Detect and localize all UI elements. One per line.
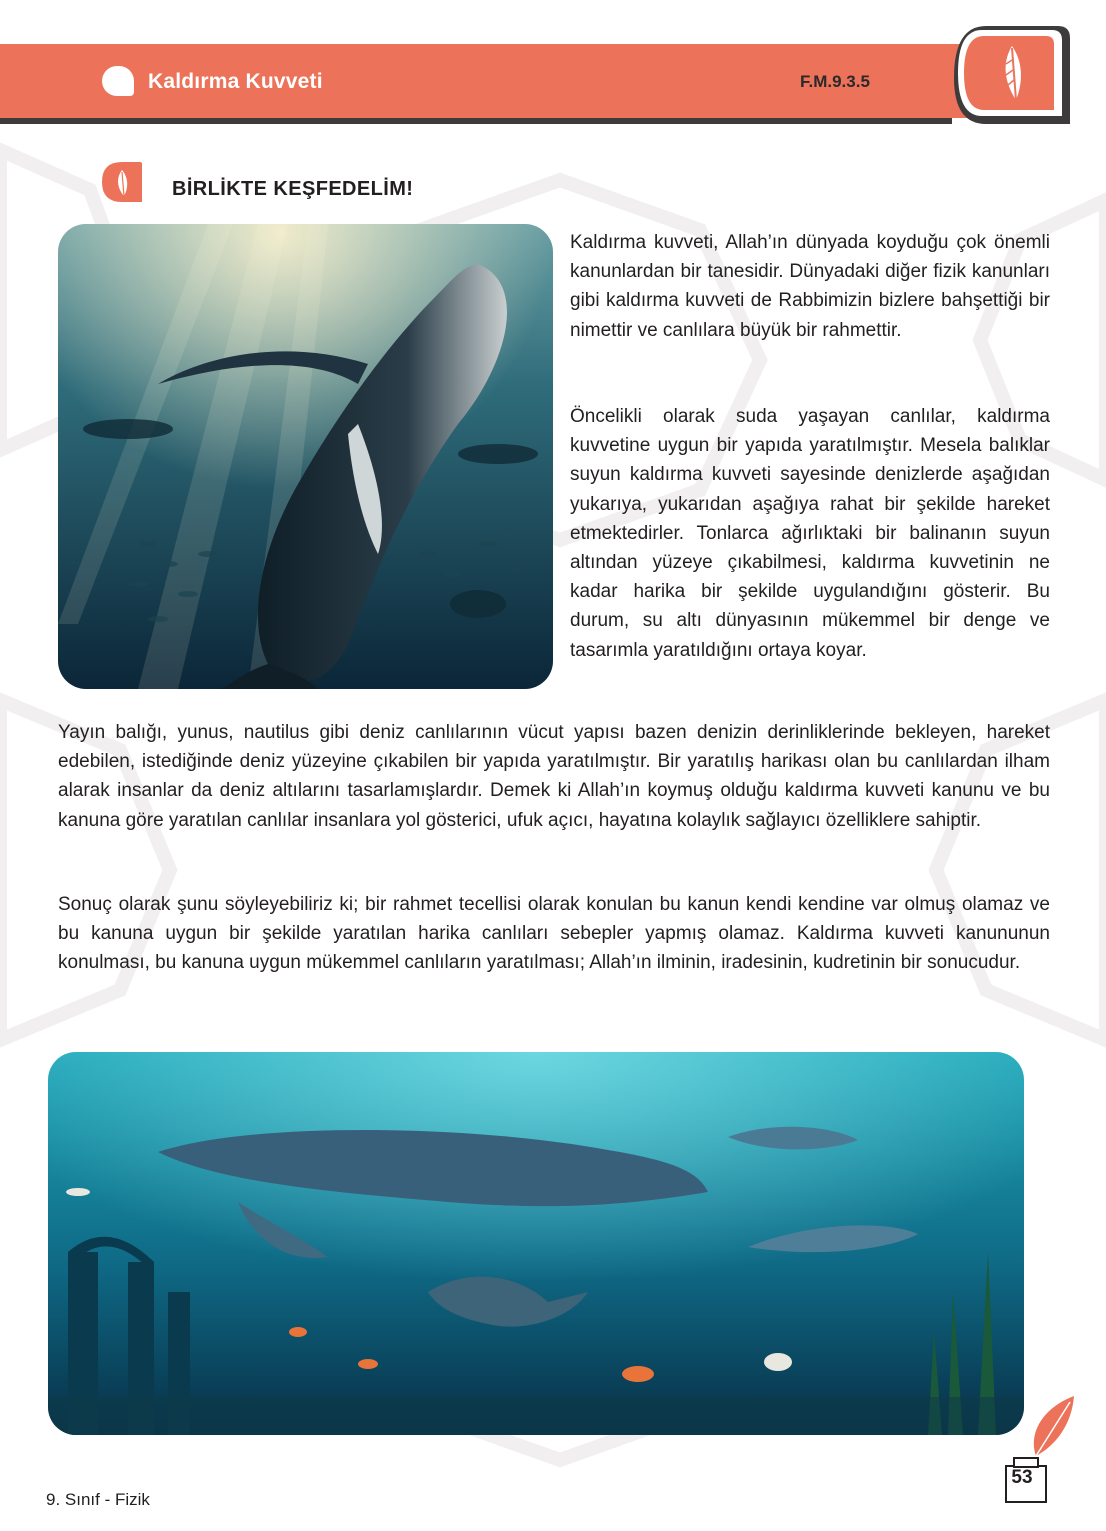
quill-icon [100, 160, 144, 204]
curriculum-code: F.M.9.3.5 [800, 72, 870, 91]
header-band-shadow [0, 118, 952, 124]
paragraph-intro: Kaldırma kuvveti, Allah’ın dünyada koyduğu çok önemli kanunlardan bir tanesidir. Dünyadaki diğer fizik kanunları gibi kaldırma kuvveti de Rabbimizin bizlere bahşettiği bir nimettir ve canlılara büyük bir rahmettir. [570, 232, 1050, 341]
paragraph-aquatic-life: Öncelikli olarak suda yaşayan canlılar, kaldırma kuvvetine uygun bir yapıda yaratılmıştır. Mesela balıklar suyun kaldırma kuvveti sayesinde denizlerde aşağıdan yukarıya, yukarıdan aşağıya rahat bir şekilde hareket etmektedirler. Tonlarca ağırlıktaki bir balinanın suyun altından yüzeye çıkabilmesi, kaldırma kuvvetinin ne kadar harika bir şekilde uygulandığını gösterir. Bu durum, su altı dünyasının mükemmel bir denge ve tasarımla yaratıldığını ortaya koyar. [570, 406, 1050, 661]
course-label: 9. Sınıf - Fizik [46, 1490, 150, 1509]
page-number: 53 [1011, 1467, 1033, 1488]
paragraph-inspiration: Yayın balığı, yunus, nautilus gibi deniz canlılarının vücut yapısı bazen denizin derinliklerinde bekleyen, hareket edebilen, istediğinde deniz yüzeyine çıkabilen bir yapıda yaratılmıştır. Bir yaratılış harikası olan bu canlılardan ilham alarak insanlar da deniz altılarını tasarlamışlardır. Demek ki Allah’ın koymuş olduğu kaldırma kuvveti kanunu ve bu kanuna göre yaratılan canlılar insanlara yol gösterici, ufuk açıcı, hayatına kolaylık sağlayıcı özelliklere sahiptir. [58, 722, 1050, 831]
section-heading: BİRLİKTE KEŞFEDELİM! [172, 178, 414, 200]
underwater-reef-photo [48, 1052, 1024, 1435]
paragraph-conclusion: Sonuç olarak şunu söyleyebiliriz ki; bir rahmet tecellisi olarak konulan bu kanun kendi kendine var olmuş olamaz ve bu kanuna uygun bir şekilde yaratılan harika canlıları sebepler yapmış olamaz. Kaldırma kuvveti kanununun konulması, bu kanuna uygun mükemmel canlıların yaratılması; Allah’ın ilminin, iradesinin, kudretinin bir sonucudur. [58, 894, 1050, 974]
header-chip-icon [102, 66, 134, 96]
quill-icon [946, 20, 1076, 130]
humpback-whale-photo [58, 224, 553, 689]
unit-title: Kaldırma Kuvveti [148, 70, 323, 93]
